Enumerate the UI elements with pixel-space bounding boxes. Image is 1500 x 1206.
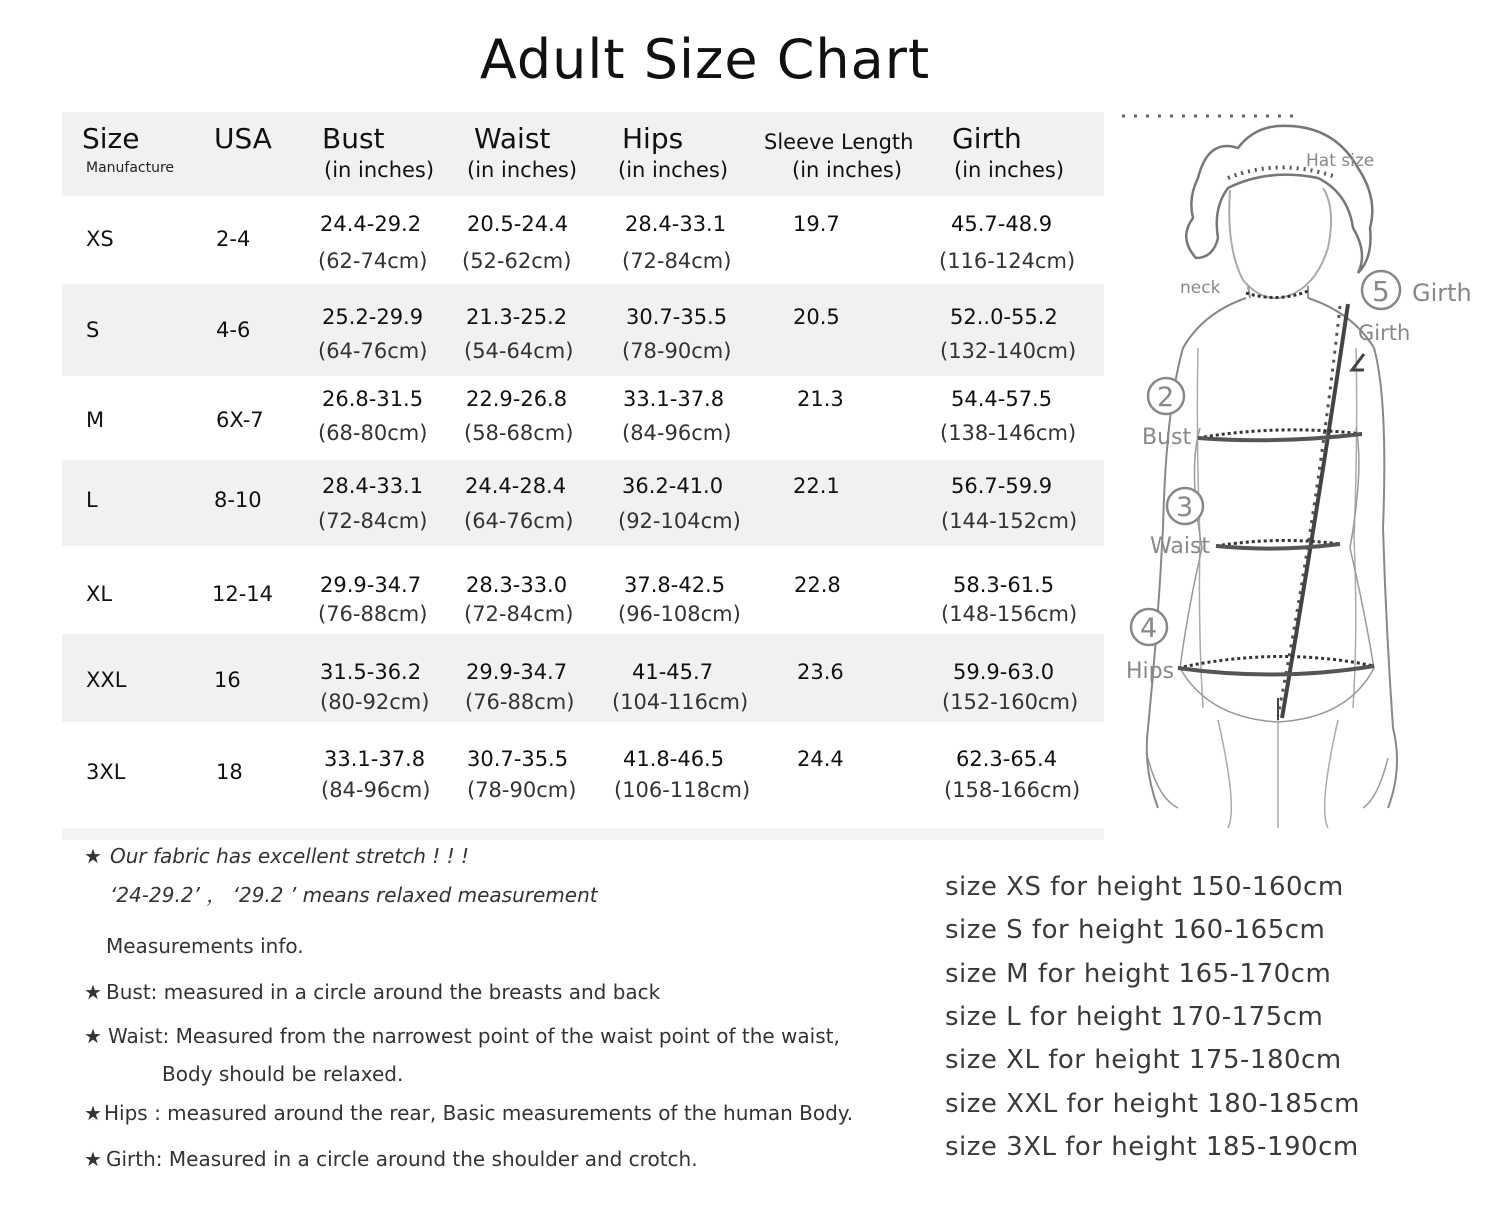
cell-waist: 21.3-25.2 bbox=[466, 305, 568, 329]
cell-hips-cm: (72-84cm) bbox=[622, 249, 732, 273]
cell-sleeve: 22.1 bbox=[793, 474, 840, 498]
body-outline-illustration bbox=[1118, 108, 1488, 828]
note-stretch: Our fabric has excellent stretch ! ! ! bbox=[110, 844, 469, 868]
cell-bust: 33.1-37.8 bbox=[324, 747, 426, 771]
cell-waist: 30.7-35.5 bbox=[467, 747, 569, 771]
cell-bust-cm: (76-88cm) bbox=[318, 602, 428, 626]
cell-size: M bbox=[86, 408, 105, 432]
cell-bust: 28.4-33.1 bbox=[322, 474, 424, 498]
note-bust: Bust: measured in a circle around the breasts and back bbox=[106, 980, 661, 1004]
cell-usa: 6X-7 bbox=[216, 408, 264, 432]
cell-girth: 56.7-59.9 bbox=[951, 474, 1053, 498]
cell-waist-cm: (72-84cm) bbox=[464, 602, 574, 626]
star-icon: ★ bbox=[84, 980, 102, 1004]
cell-bust: 24.4-29.2 bbox=[320, 212, 422, 236]
hat-size-label: Hat size bbox=[1306, 151, 1375, 171]
hips-label: Hips bbox=[1126, 659, 1175, 684]
height-line: size M for height 165-170cm bbox=[945, 959, 1332, 989]
size-table bbox=[62, 112, 1104, 840]
cell-sleeve: 20.5 bbox=[793, 305, 840, 329]
header-hips: Hips bbox=[622, 122, 684, 155]
cell-usa: 2-4 bbox=[216, 227, 251, 251]
note-info: Measurements info. bbox=[106, 934, 304, 958]
cell-bust: 31.5-36.2 bbox=[320, 660, 422, 684]
cell-girth-cm: (158-166cm) bbox=[944, 778, 1081, 802]
cell-girth: 58.3-61.5 bbox=[953, 573, 1055, 597]
cell-hips: 37.8-42.5 bbox=[624, 573, 726, 597]
height-line: size L for height 170-175cm bbox=[945, 1002, 1324, 1032]
cell-girth: 45.7-48.9 bbox=[951, 212, 1053, 236]
header-sleeve-sub: (in inches) bbox=[792, 158, 903, 182]
cell-hips-cm: (96-108cm) bbox=[618, 602, 741, 626]
header-girth-sub: (in inches) bbox=[954, 158, 1065, 182]
table-row bbox=[62, 284, 1104, 376]
cell-waist-cm: (78-90cm) bbox=[467, 778, 577, 802]
cell-girth-cm: (144-152cm) bbox=[941, 509, 1078, 533]
cell-waist: 28.3-33.0 bbox=[466, 573, 568, 597]
cell-bust-cm: (64-76cm) bbox=[318, 339, 428, 363]
star-icon: ★ bbox=[84, 1024, 102, 1048]
cell-girth-cm: (148-156cm) bbox=[941, 602, 1078, 626]
cell-hips: 36.2-41.0 bbox=[622, 474, 724, 498]
height-line: size XL for height 175-180cm bbox=[945, 1045, 1342, 1075]
neck-label: neck bbox=[1180, 278, 1221, 298]
cell-girth-cm: (152-160cm) bbox=[942, 690, 1079, 714]
cell-bust: 29.9-34.7 bbox=[320, 573, 422, 597]
header-bust-sub: (in inches) bbox=[324, 158, 435, 182]
header-hips-sub: (in inches) bbox=[618, 158, 729, 182]
table-row bbox=[62, 196, 1104, 284]
cell-size: XL bbox=[86, 582, 113, 606]
cell-size: L bbox=[86, 488, 98, 512]
table-row bbox=[62, 460, 1104, 546]
height-line: size S for height 160-165cm bbox=[945, 915, 1326, 945]
cell-sleeve: 21.3 bbox=[797, 387, 844, 411]
cell-waist: 22.9-26.8 bbox=[466, 387, 568, 411]
cell-hips: 28.4-33.1 bbox=[625, 212, 727, 236]
note-waist-2: Body should be relaxed. bbox=[162, 1062, 404, 1086]
cell-sleeve: 22.8 bbox=[794, 573, 841, 597]
cell-girth: 52..0-55.2 bbox=[950, 305, 1058, 329]
cell-sleeve: 24.4 bbox=[797, 747, 844, 771]
cell-usa: 12-14 bbox=[212, 582, 274, 606]
cell-bust-cm: (84-96cm) bbox=[321, 778, 431, 802]
height-line: size XXL for height 180-185cm bbox=[945, 1089, 1360, 1119]
cell-waist: 20.5-24.4 bbox=[467, 212, 569, 236]
header-size: Size bbox=[82, 122, 140, 155]
cell-hips: 33.1-37.8 bbox=[623, 387, 725, 411]
cell-waist-cm: (76-88cm) bbox=[465, 690, 575, 714]
cell-hips-cm: (84-96cm) bbox=[622, 421, 732, 445]
cell-hips: 41-45.7 bbox=[632, 660, 714, 684]
height-line: size XS for height 150-160cm bbox=[945, 872, 1344, 902]
cell-girth-cm: (138-146cm) bbox=[940, 421, 1077, 445]
cell-girth-cm: (116-124cm) bbox=[939, 249, 1076, 273]
cell-size: 3XL bbox=[86, 760, 126, 784]
cell-sleeve: 19.7 bbox=[793, 212, 840, 236]
body-measurement-figure bbox=[1118, 108, 1488, 828]
table-row bbox=[62, 376, 1104, 460]
girth-label-inner: Girth bbox=[1358, 321, 1411, 345]
cell-hips: 30.7-35.5 bbox=[626, 305, 728, 329]
waist-label: Waist bbox=[1150, 534, 1211, 559]
table-row bbox=[62, 722, 1104, 816]
cell-hips-cm: (78-90cm) bbox=[622, 339, 732, 363]
cell-bust-cm: (72-84cm) bbox=[318, 509, 428, 533]
cell-girth: 62.3-65.4 bbox=[956, 747, 1058, 771]
header-usa: USA bbox=[214, 122, 272, 155]
marker-4: 4 bbox=[1140, 613, 1158, 644]
table-row bbox=[62, 634, 1104, 722]
cell-waist: 29.9-34.7 bbox=[466, 660, 568, 684]
marker-2: 2 bbox=[1157, 382, 1175, 413]
header-size-sub: Manufacture bbox=[86, 160, 175, 176]
header-waist: Waist bbox=[474, 122, 551, 155]
header-sleeve: Sleeve Length bbox=[764, 130, 914, 154]
marker-3: 3 bbox=[1176, 492, 1194, 523]
cell-bust: 25.2-29.9 bbox=[322, 305, 424, 329]
cell-waist-cm: (58-68cm) bbox=[464, 421, 574, 445]
star-icon: ★ bbox=[84, 1101, 102, 1125]
cell-size: XXL bbox=[86, 668, 127, 692]
cell-sleeve: 23.6 bbox=[797, 660, 844, 684]
cell-girth: 59.9-63.0 bbox=[953, 660, 1055, 684]
cell-hips-cm: (106-118cm) bbox=[614, 778, 751, 802]
bust-label: Bust bbox=[1142, 425, 1192, 450]
cell-size: S bbox=[86, 318, 100, 342]
table-row bbox=[62, 546, 1104, 634]
note-girth: Girth: Measured in a circle around the shoulder and crotch. bbox=[106, 1147, 698, 1171]
cell-hips-cm: (104-116cm) bbox=[612, 690, 749, 714]
cell-waist-cm: (54-64cm) bbox=[464, 339, 574, 363]
girth-label: Girth bbox=[1412, 279, 1472, 307]
note-relaxed: ‘24-29.2’ ， ‘29.2 ’ means relaxed measurement bbox=[110, 883, 598, 907]
star-icon: ★ bbox=[84, 844, 102, 868]
cell-bust-cm: (68-80cm) bbox=[318, 421, 428, 445]
note-waist: Waist: Measured from the narrowest point of the waist point of the waist, bbox=[108, 1024, 840, 1048]
table-header bbox=[62, 112, 1104, 196]
page-title: Adult Size Chart bbox=[479, 28, 931, 91]
marker-5: 5 bbox=[1372, 275, 1390, 308]
cell-girth-cm: (132-140cm) bbox=[940, 339, 1077, 363]
cell-usa: 4-6 bbox=[216, 318, 251, 342]
cell-bust-cm: (80-92cm) bbox=[320, 690, 430, 714]
cell-hips: 41.8-46.5 bbox=[623, 747, 725, 771]
cell-usa: 16 bbox=[214, 668, 241, 692]
cell-waist-cm: (64-76cm) bbox=[464, 509, 574, 533]
cell-girth: 54.4-57.5 bbox=[951, 387, 1053, 411]
cell-usa: 18 bbox=[216, 760, 243, 784]
cell-waist-cm: (52-62cm) bbox=[462, 249, 572, 273]
star-icon: ★ bbox=[84, 1147, 102, 1171]
cell-usa: 8-10 bbox=[214, 488, 262, 512]
height-line: size 3XL for height 185-190cm bbox=[945, 1132, 1359, 1162]
cell-hips-cm: (92-104cm) bbox=[618, 509, 741, 533]
note-hips: Hips : measured around the rear, Basic measurements of the human Body. bbox=[104, 1101, 854, 1125]
header-waist-sub: (in inches) bbox=[467, 158, 578, 182]
header-girth: Girth bbox=[952, 122, 1022, 155]
cell-bust-cm: (62-74cm) bbox=[318, 249, 428, 273]
header-bust: Bust bbox=[322, 122, 385, 155]
cell-waist: 24.4-28.4 bbox=[465, 474, 567, 498]
cell-bust: 26.8-31.5 bbox=[322, 387, 424, 411]
cell-size: XS bbox=[86, 227, 114, 251]
